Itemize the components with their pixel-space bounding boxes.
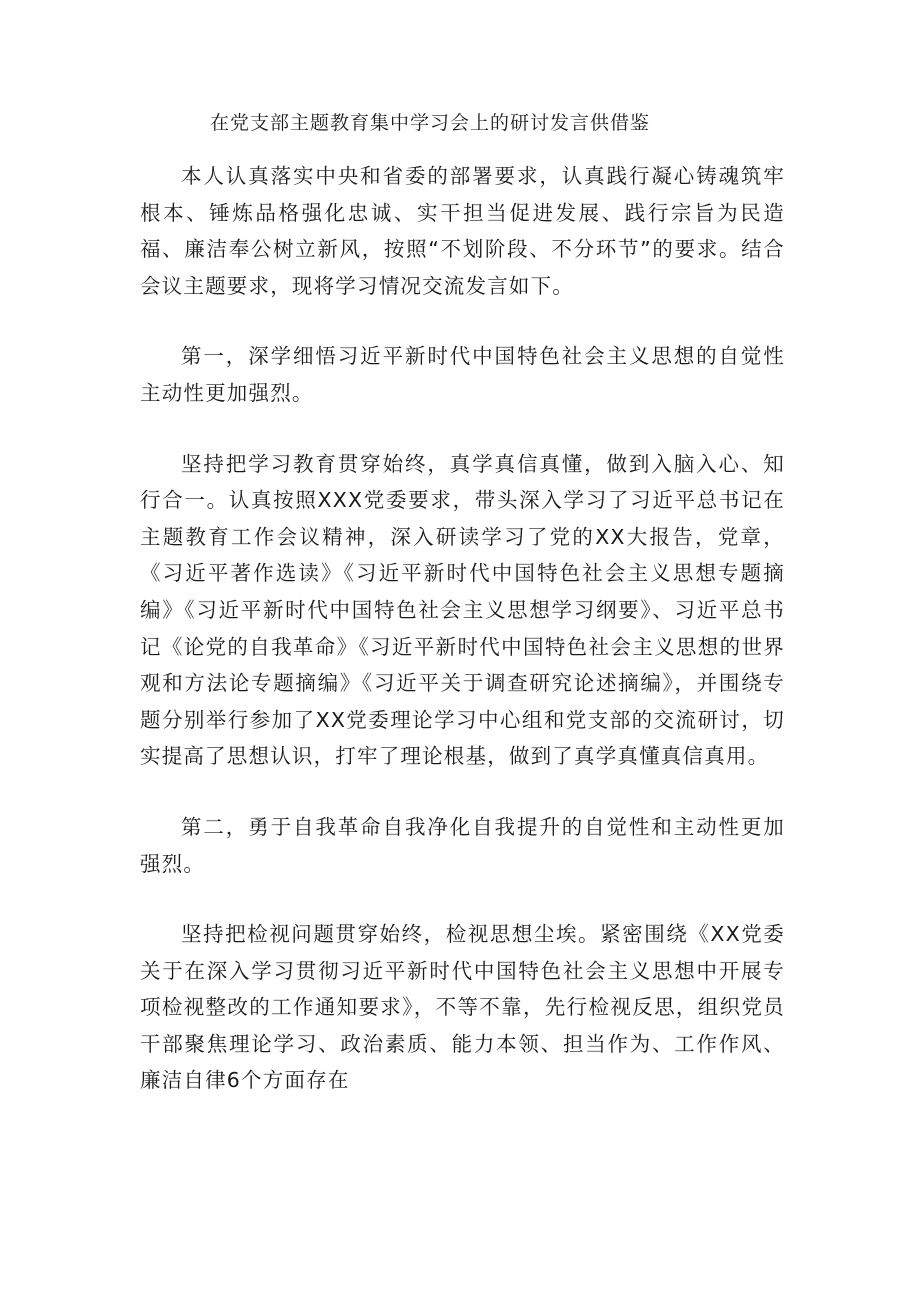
- document-body: [140, 158, 785, 1099]
- paragraph-first-detail: 坚持把学习教育贯穿始终，真学真信真懂，做到入脑入心、知行合一。认真按照XXX党委要求，带头深入学习了习近平总书记在主题教育工作会议精神，深入研读学习了党的XX大报告，党章，《习近平著作选读》《习近平新时代中国特色社会主义思想专题摘编》《习近平新时代中国特色社会主义思想学习纲要》、习近平总书记《论党的自我革命》《习近平新时代中国特色社会主义思想的世界观和方法论专题摘编》《习近平关于调查研究论述摘编》，并围绕专题分别举行参加了XX党委理论学习中心组和党支部的交流研讨，切实提高了思想认识，打牢了理论根基，做到了真学真懂真信真用。: [140, 451, 785, 769]
- paragraph-second-detail: 坚持把检视问题贯穿始终，检视思想尘埃。紧密围绕《XX党委关于在深入学习贯彻习近平新时代中国特色社会主义思想中开展专项检视整改的工作通知要求》，不等不靠，先行检视反思，组织党员干部聚焦理论学习、政治素质、能力本领、担当作为、工作作风、廉洁自律6个方面存在: [140, 922, 785, 1093]
- paragraph-heading-first: 第一，深学细悟习近平新时代中国特色社会主义思想的自觉性主动性更加强烈。: [140, 344, 785, 405]
- paragraph-heading-second: 第二，勇于自我革命自我净化自我提升的自觉性和主动性更加强烈。: [140, 814, 785, 876]
- paragraph-intro: 本人认真落实中央和省委的部署要求，认真践行凝心铸魂筑牢根本、锤炼品格强化忠诚、实干担当促进发展、践行宗旨为民造福、廉洁奉公树立新风，按照“不划阶段、不分环节”的要求。结合会议主题要求，现将学习情况交流发言如下。: [140, 164, 785, 298]
- document-title: 在党支部主题教育集中学习会上的研讨发言供借鉴: [209, 112, 650, 134]
